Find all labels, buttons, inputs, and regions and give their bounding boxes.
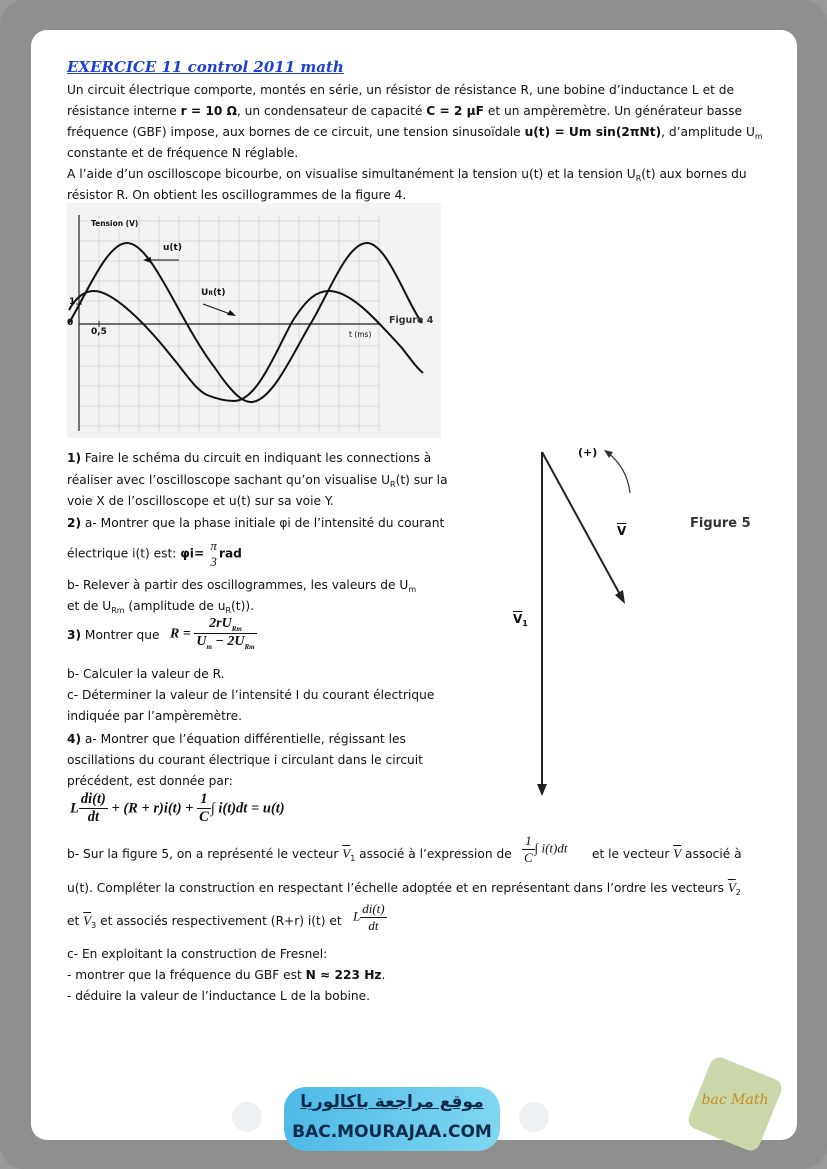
arrow-ur-head [227,310,236,316]
vector-v1: $\overline{V}$ [342,846,351,861]
label-v1 [513,612,528,628]
q4b-text: et associés respectivement (R+r) i(t) et [96,914,342,928]
fresnel-svg [500,440,770,800]
bacmath-logo: bac Math [701,1092,769,1108]
q4b-line-1 [67,843,512,869]
vector-v-head [615,590,625,604]
label-ur-sub: R [208,290,213,297]
l-didt-expression [353,901,387,934]
den-text: U [196,634,207,649]
frequency-value: N ≈ 223 Hz [305,968,382,982]
figure-4 [67,203,441,438]
r-denominator [194,634,256,651]
q4-line-2: oscillations du courant électrique i circulant dans le circuit [67,753,423,767]
q1-line-1 [67,448,431,469]
figure-5 [500,440,770,800]
tension-label: Tension (V) [91,219,139,228]
q4c-line-2 [67,965,385,986]
tick-label-0: 0 [67,318,74,328]
diff-equation [70,791,285,826]
q3-line-1 [67,625,160,646]
num-text: 2rU [209,616,232,631]
integral-expression [522,833,567,866]
eq-didt [79,791,108,826]
rotation-arc [607,452,630,493]
q4-text: a- Montrer que l’équation différentielle, régissant les [81,732,406,746]
intro-text: fréquence (GBF) impose, aux bornes de ce circuit, une tension sinusoïdale [67,125,521,139]
q2-number: 2) [67,516,82,530]
subscript: 1 [350,854,356,863]
q1-text: réaliser avec l’oscilloscope sachant qu’on visualise U [67,473,390,487]
equals: = [179,626,195,642]
frac-num: 1 [522,833,535,850]
q4b-text: et [67,914,84,928]
didt-frac [360,901,386,934]
intro-text: A l’aide d’un oscilloscope bicourbe, on visualise simultanément la tension u(t) et la tension U [67,167,636,181]
one-over-c [522,833,535,866]
r-fraction [194,616,256,651]
intro-line-1: Un circuit électrique comporte, montés en série, un résistor de résistance R, une bobine d’inductance L et de [67,83,734,97]
vector-v-line [542,452,623,600]
u-expression: u(t) = Um sin(2πNt) [524,125,662,139]
q3-line-4: indiquée par l’ampèremètre. [67,709,242,723]
eq-inv-c [197,791,211,826]
q2-text: b- Relever à partir des oscillogrammes, les valeurs de U [67,578,409,592]
label-ur [201,288,225,298]
frac-num: π [210,538,217,553]
q2-text: (t)). [231,599,254,613]
label-v1-main: $\overline{V}$ [513,612,523,626]
eq-l: L [70,800,79,817]
q4b-text: u(t). Compléter la construction en respectant l’échelle adoptée et en représentant dans l’ordre les vecteurs [67,881,728,895]
l-symbol: L [353,908,361,924]
rotation-arc-head [604,450,613,458]
q3-line-3: c- Déterminer la valeur de l’intensité I du courant électrique [67,688,435,702]
q4b-line-3 [67,910,342,936]
q2-text: a- Montrer que la phase initiale φi de l’intensité du courant [81,516,445,530]
q4c-text: . [381,968,386,982]
q3-text: Montrer que [81,628,160,642]
vector-v: $\overline{V}$ [673,846,682,861]
intro2-line-2: résistor R. On obtient les oscillogrammes de la figure 4. [67,188,407,202]
q2-line-1 [67,513,444,534]
q1-text: (t) sur la [395,473,448,487]
right-logo-icon [519,1102,549,1132]
banner-arabic: موقع مراجعة باكالوريا [300,1092,484,1112]
integral-text: ∫ i(t)dt [534,840,568,856]
q2-text: électrique i(t) est: [67,546,181,561]
r-symbol: R [170,626,180,642]
q4-line-1 [67,729,406,750]
q1-number: 1) [67,451,82,465]
q4b-text: et le vecteur [592,847,674,861]
intro-text: , d’amplitude U [661,125,755,139]
subscript: m [754,132,763,141]
q4b-text: associé à [681,847,742,861]
intro-line-4: constante et de fréquence N réglable. [67,146,299,160]
subscript: Rm [111,606,125,615]
r-numerator [194,616,256,634]
figure-5-caption: Figure 5 [690,516,751,531]
r-value: r = 10 Ω [180,104,237,118]
left-logo-icon [232,1102,262,1132]
intro-text: et un ampèremètre. Un générateur basse [487,104,742,118]
subscript: R [225,606,232,615]
c-value: C = 2 μF [426,104,484,118]
label-v1-sub: 1 [522,619,528,628]
q4b-text: b- Sur la figure 5, on a représenté le vecteur [67,847,343,861]
intro-text: résistance interne [67,104,177,118]
subscript: 2 [735,888,741,897]
frac-den: 3 [210,554,217,569]
den-sub: m [206,643,212,651]
q1-line-3: voie X de l’oscilloscope et u(t) sur sa voie Y. [67,494,334,508]
pi-over-3 [208,538,219,570]
q4b-line-2 [67,877,741,903]
tick-label-1: 1 [69,297,76,307]
vector-v1-head [537,784,547,796]
subscript: m [408,585,417,594]
q4-line-3: précédent, est donnée par: [67,774,233,788]
time-label: t (ms) [349,330,372,339]
intro-text: (t) aux bornes du [641,167,747,181]
subscript: 3 [91,921,97,930]
exercise-title: EXERCICE 11 control 2011 math [67,58,344,76]
q2-text: et de U [67,599,112,613]
subscript: R [635,174,642,183]
figure-4-caption: Figure 4 [389,315,434,326]
subscript: R [390,480,396,489]
num-sub: Rm [231,625,242,633]
vector-v3: $\overline{V}$ [83,913,92,928]
tick-label-05: 0,5 [91,327,107,337]
label-v: $\overline{V}$ [617,524,627,538]
label-ur-end: (t) [212,288,226,298]
q1-text: Faire le schéma du circuit en indiquant les connections à [81,451,432,465]
curve-u [69,243,422,402]
frac-num: di(t) [362,901,385,916]
q2-line-2 [67,538,242,570]
eq-mid: + (R + r)i(t) + [107,800,198,817]
q4-number: 4) [67,732,82,746]
grid [79,215,379,431]
q4c-line-1: c- En exploitant la construction de Fresnel: [67,947,328,961]
q4b-text: associé à l’expression de [355,847,512,861]
q2-text: (amplitude de u [124,599,226,613]
q3-line-2: b- Calculer la valeur de R. [67,667,225,681]
q4c-line-3: - déduire la valeur de l’inductance L de la bobine. [67,989,370,1003]
eq-den: dt [87,809,99,825]
eq-num: 1 [197,791,211,809]
vector-v2: $\overline{V}$ [727,880,736,895]
label-ur-main: U [201,288,209,298]
oscillogram-svg [67,203,441,438]
frac-den: C [524,850,533,865]
rad-unit: rad [218,546,242,561]
q4b-line-1-end [592,843,742,865]
r-formula [170,616,257,651]
eq-end: ∫ i(t)dt = u(t) [210,800,285,817]
q4c-text: - montrer que la fréquence du GBF est [67,968,306,982]
q3-number: 3) [67,628,82,642]
den-sub: Rm [244,643,255,651]
frac-den: dt [368,918,379,933]
eq-num: di(t) [80,791,106,807]
phi-label: φi= [180,546,209,561]
label-u: u(t) [163,243,182,253]
banner-site: BAC.MOURAJAA.COM [292,1122,492,1142]
intro-line-2 [67,101,742,122]
eq-den: C [199,809,209,825]
den-text: − 2U [211,634,245,649]
positive-sense: (+) [578,446,598,459]
intro-text: , un condensateur de capacité [236,104,423,118]
